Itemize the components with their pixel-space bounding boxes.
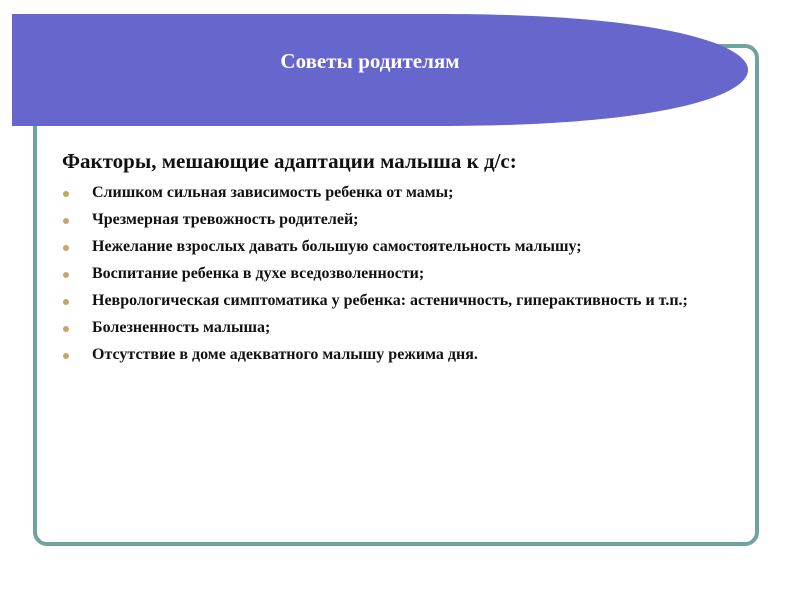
slide-content <box>62 146 722 371</box>
list-item <box>62 182 722 204</box>
list-item-text: Слишком сильная зависимость ребенка от мамы; <box>92 184 454 201</box>
bullet-icon <box>63 353 69 359</box>
list-item <box>62 236 722 258</box>
list-item-text: Неврологическая симптоматика у ребенка: астеничность, гиперактивность и т.п.; <box>92 292 688 309</box>
list-item-text: Чрезмерная тревожность родителей; <box>92 211 359 228</box>
slide-title: Советы родителям <box>280 49 460 73</box>
list-item <box>62 290 722 312</box>
list-item-text: Нежелание взрослых давать большую самостоятельность малышу; <box>92 238 582 255</box>
factors-list <box>62 182 722 366</box>
list-item <box>62 317 722 339</box>
bullet-icon <box>63 326 69 332</box>
bullet-icon <box>63 272 69 278</box>
bullet-icon <box>63 191 69 197</box>
list-item <box>62 344 722 366</box>
list-item <box>62 263 722 285</box>
bullet-icon <box>63 218 69 224</box>
bullet-icon <box>63 245 69 251</box>
list-item-text: Воспитание ребенка в духе вседозволенности; <box>92 265 425 282</box>
list-item-text: Болезненность малыша; <box>92 319 271 336</box>
list-item <box>62 209 722 231</box>
bullet-icon <box>63 299 69 305</box>
factors-heading: Факторы, мешающие адаптации малыша к д/с: <box>62 149 517 173</box>
list-item-text: Отсутствие в доме адекватного малышу режима дня. <box>92 346 478 363</box>
